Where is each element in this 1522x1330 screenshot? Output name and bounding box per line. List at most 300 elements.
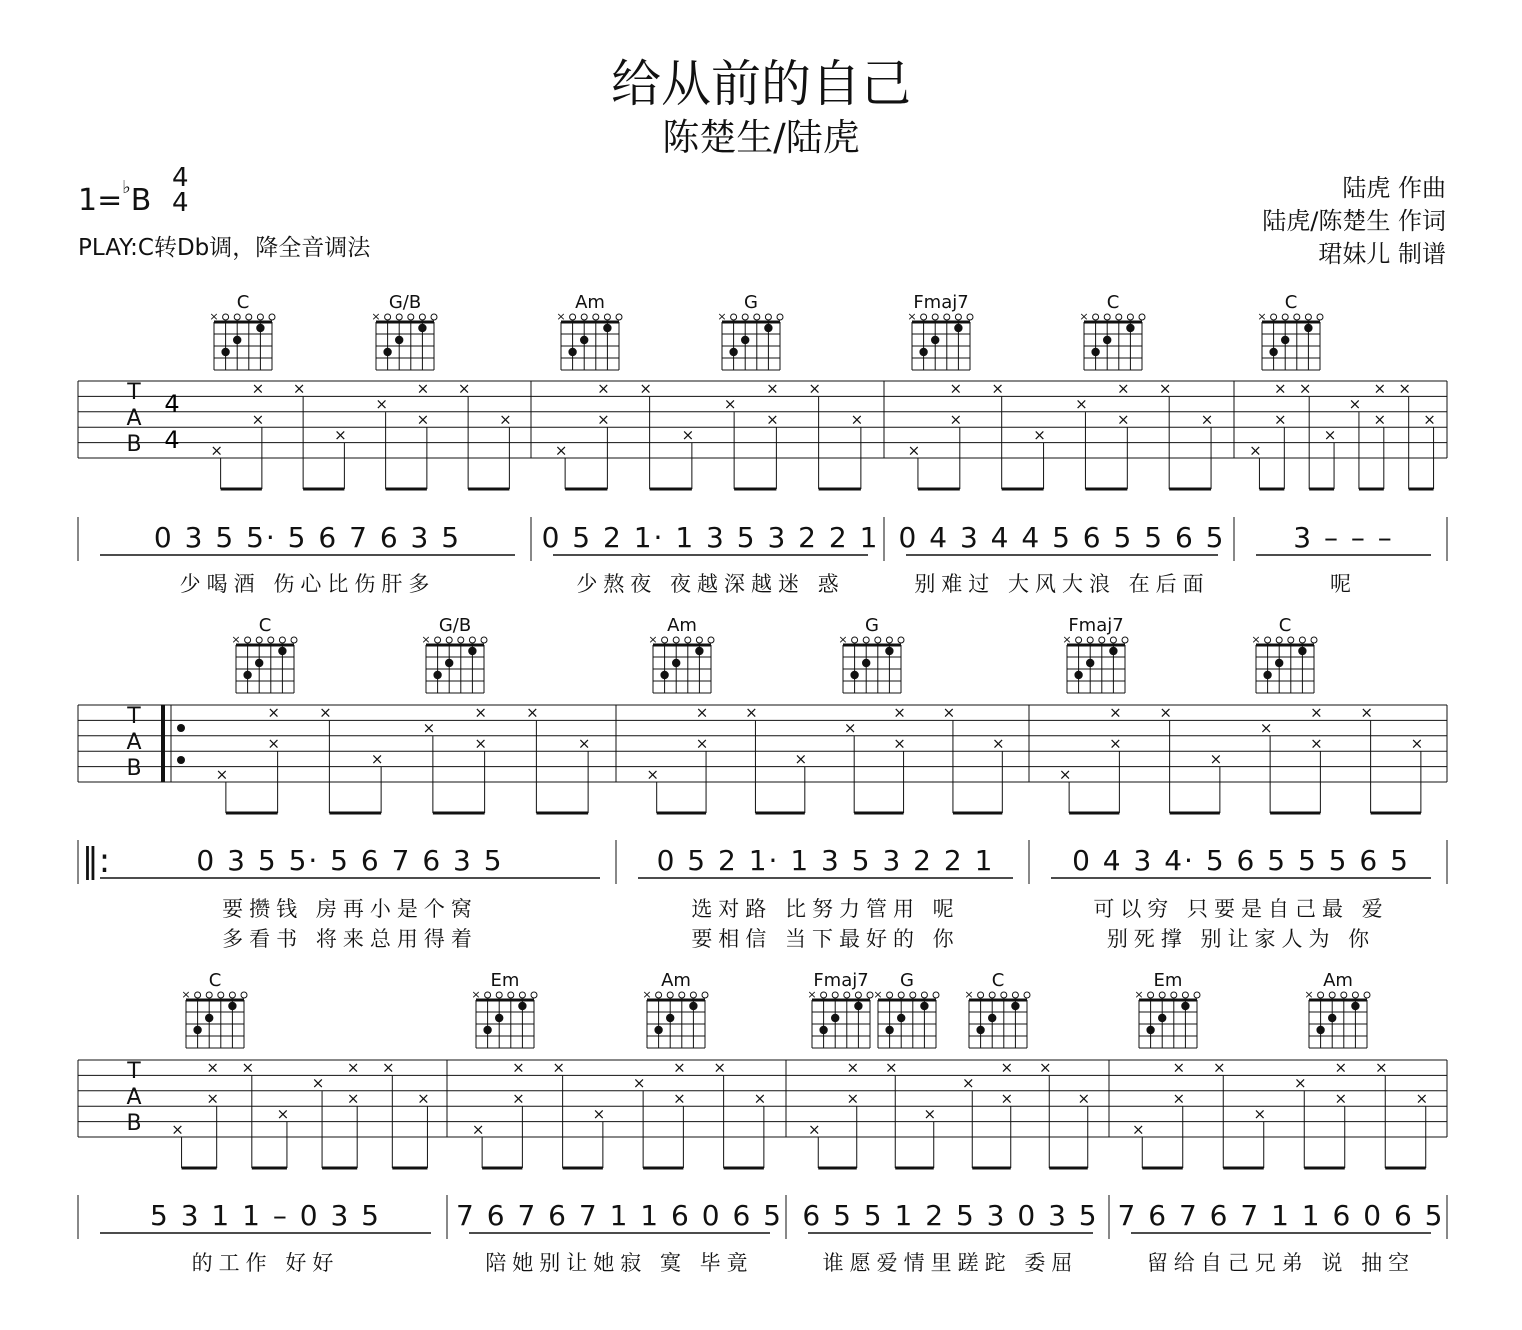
open-marker <box>408 314 414 320</box>
finger-dot <box>1269 348 1277 356</box>
open-marker <box>1265 637 1271 643</box>
chord-diagram <box>1139 992 1200 1048</box>
open-marker <box>898 637 904 643</box>
open-marker <box>1276 637 1282 643</box>
open-marker <box>662 637 668 643</box>
tab-note: × <box>753 1089 767 1108</box>
tab-note: × <box>893 703 906 722</box>
tab-note: × <box>512 1058 525 1077</box>
tab-note: × <box>1249 441 1262 460</box>
tab-note: × <box>1373 410 1387 429</box>
tab-clef-letter: B <box>126 432 142 457</box>
tab-note: × <box>526 703 539 722</box>
finger-dot <box>1275 659 1283 667</box>
measure-numbers: 7 6 7 6 7 1 1 6 0 6 5 <box>1117 1199 1445 1232</box>
finger-dot <box>666 1014 674 1022</box>
finger-dot <box>1109 647 1117 655</box>
lyric-line-2: 多看书 将来总用得着 <box>222 927 478 951</box>
open-marker <box>765 314 771 320</box>
tab-note: × <box>457 379 471 398</box>
open-marker <box>570 314 576 320</box>
chord-name: G <box>900 970 914 991</box>
open-marker <box>245 637 251 643</box>
open-marker <box>435 637 441 643</box>
open-marker <box>604 314 610 320</box>
finger-dot <box>885 647 893 655</box>
open-marker <box>1182 992 1188 998</box>
open-marker <box>702 992 708 998</box>
key-signature: 1=♭B <box>78 177 152 218</box>
finger-dot <box>954 324 962 332</box>
tab-note: × <box>766 410 779 429</box>
open-marker <box>898 992 904 998</box>
open-marker <box>1194 992 1200 998</box>
finger-dot <box>483 1026 491 1034</box>
tab-note: × <box>646 765 659 784</box>
tab-note: × <box>632 1074 646 1093</box>
tab-note: × <box>1259 719 1273 738</box>
open-marker <box>481 637 487 643</box>
muted-marker: × <box>1304 988 1314 1001</box>
open-marker <box>431 314 437 320</box>
chord-name: G <box>865 615 879 636</box>
tab-note: × <box>1109 734 1122 753</box>
finger-dot <box>256 324 264 332</box>
tab-note: × <box>474 734 487 753</box>
muted-marker: × <box>231 633 241 646</box>
chord-name: Am <box>661 970 691 991</box>
finger-dot <box>278 647 286 655</box>
open-marker <box>685 637 691 643</box>
open-marker <box>1305 314 1311 320</box>
tab-note: × <box>723 395 737 414</box>
tab-note: × <box>843 719 857 738</box>
chord-name: Em <box>1153 970 1183 991</box>
open-marker <box>257 314 263 320</box>
tab-note: × <box>713 1058 726 1077</box>
finger-dot <box>1328 1014 1336 1022</box>
measure-numbers: 0 3 5 5· 5 6 7 6 3 5 <box>153 521 462 554</box>
finger-dot <box>660 671 668 679</box>
open-marker <box>195 992 201 998</box>
finger-dot <box>1086 659 1094 667</box>
open-marker <box>581 314 587 320</box>
tab-note: × <box>1000 1058 1014 1077</box>
chord-diagram <box>812 992 873 1048</box>
open-marker <box>1024 992 1030 998</box>
open-marker <box>933 992 939 998</box>
tab-note: × <box>346 1058 360 1077</box>
tab-note: × <box>991 379 1004 398</box>
open-marker <box>1001 992 1007 998</box>
song-title: 给从前的自己 <box>611 55 911 113</box>
muted-marker: × <box>717 310 727 323</box>
chord-diagram <box>843 637 904 693</box>
open-marker <box>246 314 252 320</box>
open-marker <box>268 637 274 643</box>
open-marker <box>234 314 240 320</box>
tab-note: × <box>766 379 779 398</box>
chord-name: C <box>236 292 250 313</box>
lyric-line: 少喝酒 伤心比伤肝多 <box>179 572 436 596</box>
finger-dot <box>920 1002 928 1010</box>
finger-dot <box>233 336 241 344</box>
tab-note: × <box>1033 425 1046 444</box>
finger-dot <box>221 348 229 356</box>
finger-dot <box>603 324 611 332</box>
tab-note: × <box>215 765 229 784</box>
open-marker <box>967 314 973 320</box>
finger-dot <box>395 336 403 344</box>
open-marker <box>1282 314 1288 320</box>
measure-numbers: 5 3 1 1 – 0 3 5 <box>149 1199 382 1232</box>
tab-note: × <box>1058 765 1072 784</box>
tab-note: × <box>992 734 1005 753</box>
tab-note: × <box>846 1089 860 1108</box>
chord-diagram <box>653 637 714 693</box>
open-marker <box>754 314 760 320</box>
tab-note: × <box>1334 1058 1348 1077</box>
tab-note: × <box>251 379 265 398</box>
measure-numbers: 0 4 3 4 4 5 6 5 5 6 5 <box>898 521 1226 554</box>
tab-note: × <box>1415 1089 1429 1108</box>
tab-note: × <box>1274 379 1287 398</box>
open-marker <box>955 314 961 320</box>
chord-name: C <box>208 970 222 991</box>
chord-name: G/B <box>388 292 422 313</box>
finger-dot <box>831 1014 839 1022</box>
finger-dot <box>741 336 749 344</box>
tab-note: × <box>884 1058 898 1077</box>
open-marker <box>1110 637 1116 643</box>
measure-numbers: 0 4 3 4· 5 6 5 5 5 6 5 <box>1072 844 1410 877</box>
finger-dot <box>568 348 576 356</box>
open-marker <box>269 314 275 320</box>
tab-note: × <box>382 1058 395 1077</box>
open-marker <box>989 992 995 998</box>
tab-clef-letter: T <box>127 380 141 405</box>
tab-note: × <box>592 1104 606 1123</box>
open-marker <box>673 637 679 643</box>
tab-note: × <box>1000 1089 1014 1108</box>
chord-name: C <box>1278 615 1292 636</box>
finger-dot <box>1298 647 1306 655</box>
finger-dot <box>1316 1026 1324 1034</box>
open-marker <box>1087 637 1093 643</box>
tab-note: × <box>1158 379 1172 398</box>
tab-note: × <box>597 410 610 429</box>
open-marker <box>1341 992 1347 998</box>
finger-dot <box>654 1026 662 1034</box>
chord-diagram <box>1067 637 1128 693</box>
open-marker <box>1299 637 1305 643</box>
finger-dot <box>1281 336 1289 344</box>
tab-note: × <box>276 1104 290 1123</box>
finger-dot <box>850 671 858 679</box>
finger-dot <box>1126 324 1134 332</box>
tab-note: × <box>907 441 921 460</box>
tab-note: × <box>695 703 709 722</box>
open-marker <box>1122 637 1128 643</box>
open-marker <box>863 637 869 643</box>
measure-numbers: 3 – – – <box>1293 521 1394 554</box>
open-marker <box>1171 992 1177 998</box>
open-marker <box>1159 992 1165 998</box>
chord-name: C <box>1106 292 1120 313</box>
muted-marker: × <box>556 310 566 323</box>
open-marker <box>519 992 525 998</box>
open-marker <box>1329 992 1335 998</box>
open-marker <box>229 992 235 998</box>
finger-dot <box>689 1002 697 1010</box>
muted-marker: × <box>838 633 848 646</box>
finger-dot <box>1074 671 1082 679</box>
tab-note: × <box>673 1058 686 1077</box>
finger-dot <box>819 1026 827 1034</box>
chord-diagram <box>561 314 622 370</box>
chord-diagram <box>214 314 275 370</box>
tab-note: × <box>850 410 864 429</box>
open-marker <box>616 314 622 320</box>
finger-dot <box>1304 324 1312 332</box>
muted-marker: × <box>1257 310 1267 323</box>
muted-marker: × <box>1134 988 1144 1001</box>
chord-diagram <box>969 992 1030 1048</box>
finger-dot <box>931 336 939 344</box>
tab-note: × <box>1293 1074 1307 1093</box>
open-marker <box>1317 314 1323 320</box>
tab-note: × <box>1348 395 1362 414</box>
repeat-sign: ‖: <box>81 841 111 881</box>
tab-note: × <box>1159 703 1172 722</box>
tab-note: × <box>923 1104 937 1123</box>
open-marker <box>1288 637 1294 643</box>
muted-marker: × <box>421 633 431 646</box>
muted-marker: × <box>964 988 974 1001</box>
tab-note: × <box>1373 379 1387 398</box>
open-marker <box>385 314 391 320</box>
tab-note: × <box>416 379 430 398</box>
measure-numbers: 0 5 2 1· 1 3 5 3 2 2 1 <box>541 521 880 554</box>
tab-note: × <box>311 1074 325 1093</box>
finger-dot <box>243 671 251 679</box>
chord-name: C <box>1284 292 1298 313</box>
muted-marker: × <box>209 310 219 323</box>
lyric-line: 可以穷 只要是自己最 爱 <box>1093 897 1389 921</box>
tab-note: × <box>370 749 384 768</box>
tab-note: × <box>471 1120 485 1139</box>
tab-staff <box>78 705 1447 813</box>
open-marker <box>446 637 452 643</box>
open-marker <box>218 992 224 998</box>
finger-dot <box>695 647 703 655</box>
tab-note: × <box>1423 410 1436 429</box>
measure-numbers: 0 5 2 1· 1 3 5 3 2 2 1 <box>656 844 995 877</box>
tab-note: × <box>1274 410 1287 429</box>
open-marker <box>656 992 662 998</box>
chord-name: G/B <box>438 615 472 636</box>
tab-clef-letter: A <box>126 406 142 431</box>
tab-note: × <box>1310 703 1323 722</box>
open-marker <box>1294 314 1300 320</box>
tab-note: × <box>1117 410 1130 429</box>
tab-note: × <box>1398 379 1411 398</box>
open-marker <box>887 992 893 998</box>
open-marker <box>279 637 285 643</box>
tab-note: × <box>267 703 280 722</box>
tab-note: × <box>267 734 280 753</box>
open-marker <box>1139 314 1145 320</box>
lyric-line-2: 要相信 当下最好的 你 <box>691 927 960 951</box>
open-marker <box>1116 314 1122 320</box>
open-marker <box>1271 314 1277 320</box>
tab-note: × <box>319 703 332 722</box>
tab-note: × <box>210 441 223 460</box>
finger-dot <box>672 659 680 667</box>
open-marker <box>867 992 873 998</box>
tab-note: × <box>422 719 436 738</box>
open-marker <box>485 992 491 998</box>
finger-dot <box>1351 1002 1359 1010</box>
tab-clef-letter: A <box>126 730 142 755</box>
finger-dot <box>1146 1026 1154 1034</box>
tab-note: × <box>745 703 758 722</box>
tab-note: × <box>499 410 512 429</box>
open-marker <box>844 992 850 998</box>
tab-note: × <box>1310 734 1323 753</box>
tab-clef-letter: T <box>127 1059 141 1084</box>
chord-diagram <box>1309 992 1370 1048</box>
finger-dot <box>193 1026 201 1034</box>
chord-diagram <box>476 992 537 1048</box>
chord-name: Am <box>575 292 605 313</box>
finger-dot <box>205 1014 213 1022</box>
tab-note: × <box>1334 1089 1348 1108</box>
tab-note: × <box>577 734 591 753</box>
open-marker <box>910 992 916 998</box>
repeat-dot <box>177 724 185 732</box>
tab-note: × <box>961 1074 975 1093</box>
chord-diagram <box>236 637 297 693</box>
finger-dot <box>862 659 870 667</box>
open-marker <box>932 314 938 320</box>
open-marker <box>679 992 685 998</box>
tab-note: × <box>1410 734 1424 753</box>
chord-diagram <box>1084 314 1145 370</box>
credit-lyricist: 陆虎/陈楚生 作词 <box>1262 207 1446 235</box>
tab-note: × <box>554 441 568 460</box>
finger-dot <box>445 659 453 667</box>
chord-diagram <box>647 992 708 1048</box>
staff-ts-bottom: 4 <box>164 426 180 454</box>
finger-dot <box>418 324 426 332</box>
measure-numbers: 7 6 7 6 7 1 1 6 0 6 5 <box>456 1199 783 1232</box>
tab-note: × <box>673 1089 686 1108</box>
lyric-line: 留给自己兄弟 说 抽空 <box>1146 1251 1416 1275</box>
finger-dot <box>1181 1002 1189 1010</box>
open-marker <box>291 637 297 643</box>
tab-note: × <box>1374 1058 1388 1077</box>
tab-note: × <box>251 410 265 429</box>
open-marker <box>777 314 783 320</box>
lyric-line: 要攒钱 房再小是个窝 <box>222 897 478 921</box>
open-marker <box>1093 314 1099 320</box>
chord-name: G <box>744 292 758 313</box>
tab-clef-letter: B <box>126 1111 142 1136</box>
chord-name: Fmaj7 <box>813 970 869 991</box>
open-marker <box>1099 637 1105 643</box>
chord-name: C <box>258 615 272 636</box>
song-artist: 陈楚生/陆虎 <box>662 116 860 159</box>
chord-name: C <box>991 970 1005 991</box>
lyric-line: 的工作 好好 <box>191 1251 340 1275</box>
tab-note: × <box>1209 749 1223 768</box>
tab-note: × <box>807 1120 821 1139</box>
open-marker <box>1311 637 1317 643</box>
open-marker <box>206 992 212 998</box>
finger-dot <box>1263 671 1271 679</box>
open-marker <box>223 314 229 320</box>
finger-dot <box>764 324 772 332</box>
tab-note: × <box>949 379 963 398</box>
tab-note: × <box>417 1089 430 1108</box>
muted-marker: × <box>1251 633 1261 646</box>
open-marker <box>1148 992 1154 998</box>
open-marker <box>921 314 927 320</box>
chord-diagram <box>722 314 783 370</box>
muted-marker: × <box>907 310 917 323</box>
finger-dot <box>433 671 441 679</box>
time-signature: 4 4 <box>172 163 189 218</box>
open-marker <box>1352 992 1358 998</box>
tab-note: × <box>512 1089 525 1108</box>
muted-marker: × <box>1079 310 1089 323</box>
finger-dot <box>495 1014 503 1022</box>
tab-note: × <box>292 379 306 398</box>
finger-dot <box>897 1014 905 1022</box>
tab-note: × <box>1172 1058 1186 1077</box>
finger-dot <box>854 1002 862 1010</box>
open-marker <box>690 992 696 998</box>
tab-note: × <box>949 410 963 429</box>
tab-clef-letter: T <box>127 704 141 729</box>
credit-transcriber: 珺妹儿 制谱 <box>1318 240 1446 268</box>
tab-note: × <box>334 425 347 444</box>
finger-dot <box>919 348 927 356</box>
tab-clef-letter: A <box>126 1085 142 1110</box>
muted-marker: × <box>648 633 658 646</box>
muted-marker: × <box>807 988 817 1001</box>
open-marker <box>821 992 827 998</box>
muted-marker: × <box>471 988 481 1001</box>
tab-note: × <box>808 379 821 398</box>
chord-name: Em <box>490 970 520 991</box>
chord-name: Fmaj7 <box>1068 615 1124 636</box>
open-marker <box>855 992 861 998</box>
muted-marker: × <box>873 988 883 1001</box>
chord-name: Fmaj7 <box>913 292 969 313</box>
tab-note: × <box>1117 379 1130 398</box>
tab-note: × <box>375 395 388 414</box>
finger-dot <box>468 647 476 655</box>
open-marker <box>1364 992 1370 998</box>
tab-note: × <box>206 1089 219 1108</box>
tab-staff <box>78 381 1447 489</box>
open-marker <box>852 637 858 643</box>
tab-note: × <box>171 1120 184 1139</box>
muted-marker: × <box>642 988 652 1001</box>
tab-note: × <box>1131 1120 1145 1139</box>
